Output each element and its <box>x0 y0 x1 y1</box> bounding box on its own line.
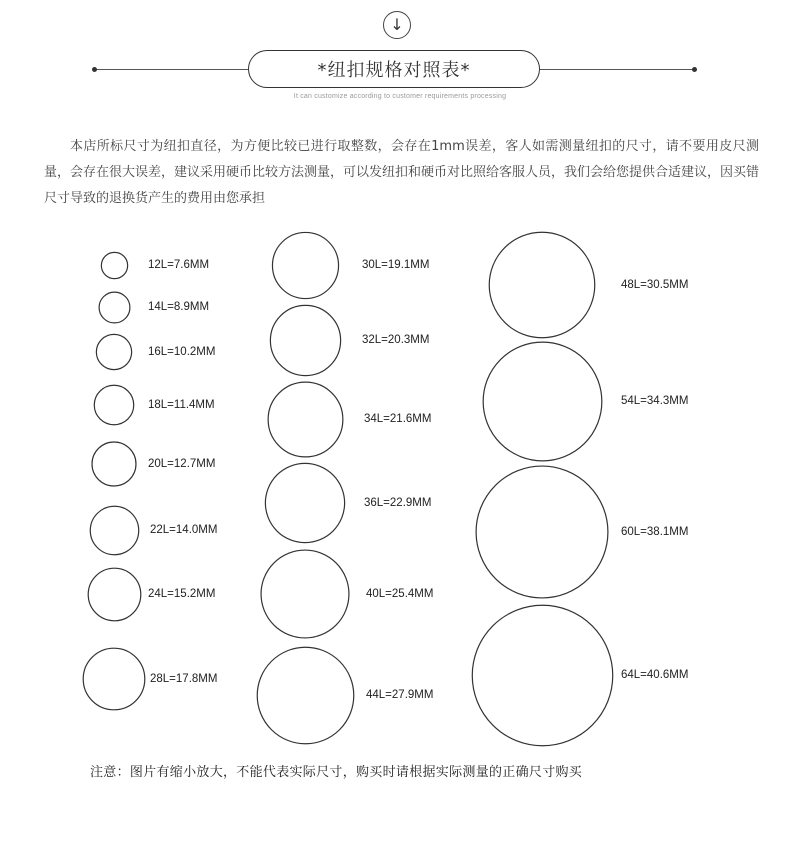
button-circle-outline <box>96 334 131 369</box>
button-circle-outline <box>83 648 145 710</box>
button-size-label: 44L=27.9MM <box>366 689 434 701</box>
button-circle <box>97 290 132 325</box>
button-circle <box>270 230 341 301</box>
button-circle <box>99 250 130 281</box>
button-circle <box>266 380 345 459</box>
page-title: *纽扣规格对照表* <box>248 50 540 88</box>
button-circle-outline <box>88 568 141 621</box>
button-size-label: 32L=20.3MM <box>362 334 430 346</box>
button-circle <box>81 646 147 712</box>
button-circle-outline <box>90 506 138 554</box>
size-note: 注意：图片有缩小放大，不能代表实际尺寸，购买时请根据实际测量的正确尺寸购买 <box>90 765 583 780</box>
button-circle <box>94 332 134 372</box>
button-circle <box>481 340 604 463</box>
button-size-label: 64L=40.6MM <box>621 669 689 681</box>
button-size-label: 34L=21.6MM <box>364 413 432 425</box>
button-size-label: 24L=15.2MM <box>148 588 216 600</box>
button-circle <box>474 464 610 600</box>
button-size-label: 30L=19.1MM <box>362 259 430 271</box>
button-circle <box>470 603 615 748</box>
button-circle-outline <box>92 442 136 486</box>
button-size-label: 54L=34.3MM <box>621 395 689 407</box>
button-circle-outline <box>257 647 354 744</box>
button-circle <box>86 566 143 623</box>
button-circle-outline <box>261 550 349 638</box>
button-circle-outline <box>270 305 340 375</box>
button-circle-outline <box>489 232 595 338</box>
button-circle <box>268 303 343 378</box>
button-size-label: 18L=11.4MM <box>148 399 215 411</box>
button-circle <box>487 230 597 340</box>
button-size-label: 60L=38.1MM <box>621 526 689 538</box>
title-dot-right <box>692 67 697 72</box>
button-circle-outline <box>94 385 133 424</box>
button-circle-outline <box>99 292 130 323</box>
title-dot-left <box>92 67 97 72</box>
button-size-label: 28L=17.8MM <box>150 673 218 685</box>
button-size-label: 48L=30.5MM <box>621 279 689 291</box>
button-circle-outline <box>272 232 338 298</box>
button-circle <box>88 504 141 557</box>
button-circle <box>259 548 351 640</box>
button-circle-outline <box>476 466 608 598</box>
button-size-label: 36L=22.9MM <box>364 497 432 509</box>
arrow-glyph: ↓ <box>390 15 404 34</box>
button-size-label: 16L=10.2MM <box>148 346 216 358</box>
button-circle <box>90 440 138 488</box>
button-circle <box>263 461 347 545</box>
button-circle-outline <box>101 252 127 278</box>
title-line-left <box>95 69 250 70</box>
button-size-label: 22L=14.0MM <box>150 524 218 536</box>
page-subtitle: It can customize according to customer requirements processing <box>293 93 507 100</box>
button-circle <box>255 645 356 746</box>
button-size-label: 12L=7.6MM <box>148 259 210 271</box>
title-line-right <box>538 69 693 70</box>
button-size-label: 20L=12.7MM <box>148 458 216 470</box>
button-circle-outline <box>483 342 602 461</box>
button-size-label: 14L=8.9MM <box>148 301 210 313</box>
button-circle-outline <box>472 605 612 745</box>
button-circle <box>92 383 136 427</box>
intro-paragraph: 本店所标尺寸为纽扣直径，为方便比较已进行取整数，会存在1mm误差，客人如需测量纽扣的尺寸，请不要用皮尺测量，会存在很大误差，建议采用硬币比较方法测量，可以发纽扣和硬币对比照给客服人员，我们会给您提供合适建议，因买错尺寸导致的退换货产生的费用由您承担 <box>44 139 760 206</box>
button-size-label: 40L=25.4MM <box>366 588 434 600</box>
arrow-down-icon <box>383 11 411 39</box>
button-circle-outline <box>265 463 344 542</box>
button-circle-outline <box>268 382 343 457</box>
